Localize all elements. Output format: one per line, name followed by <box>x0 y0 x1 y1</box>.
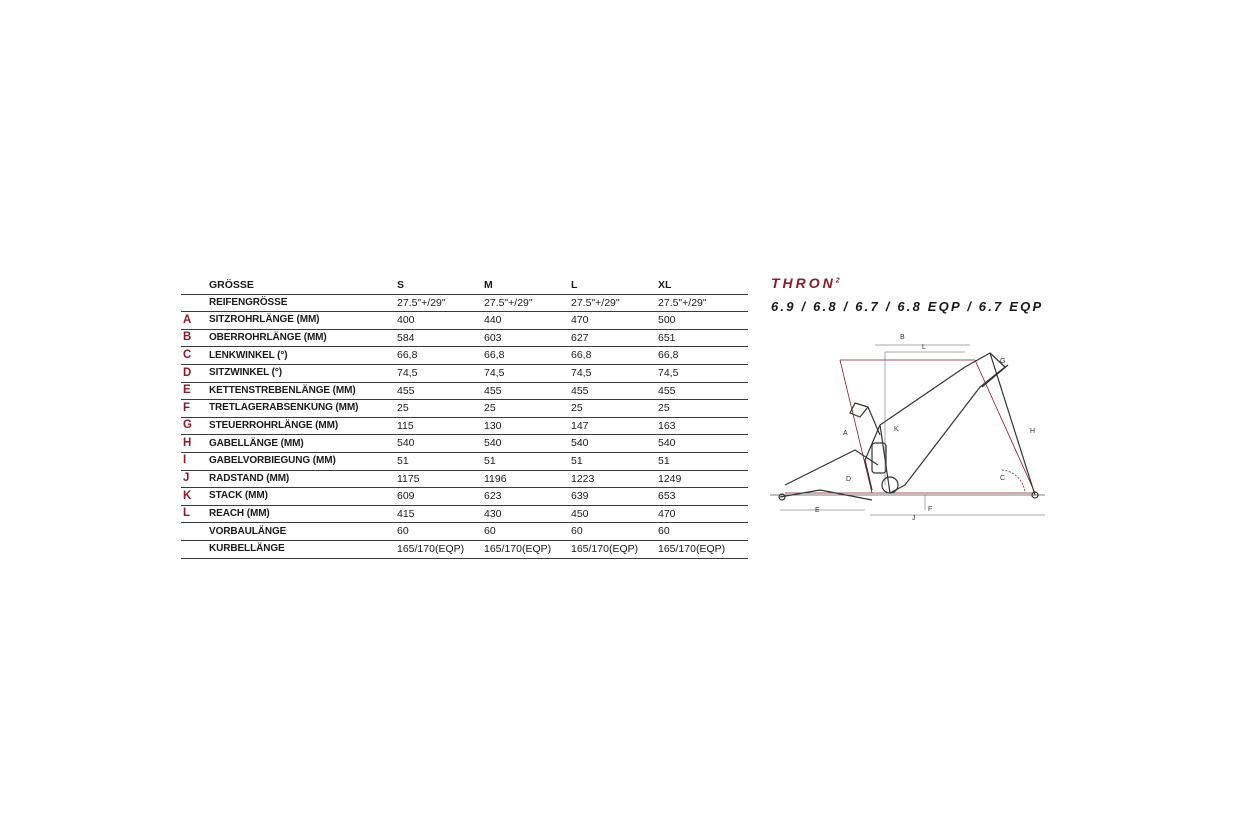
diagram-label-k: K <box>894 426 899 433</box>
row-letter: C <box>183 348 192 361</box>
row-value-m: 440 <box>484 314 502 327</box>
diagram-label-f: F <box>928 506 933 513</box>
header-size-label: GRÖSSE <box>209 279 254 292</box>
row-value-m: 165/170(EQP) <box>484 542 552 555</box>
row-value-s: 455 <box>397 384 415 397</box>
geometry-table-body <box>181 294 748 558</box>
header-size-xl: XL <box>658 279 672 292</box>
row-value-s: 74,5 <box>397 367 418 380</box>
row-value-l: 66,8 <box>571 349 592 362</box>
row-value-m: 60 <box>484 525 496 538</box>
row-value-l: 639 <box>571 490 589 503</box>
row-value-m: 455 <box>484 384 502 397</box>
table-row <box>181 435 748 453</box>
model-variants: 6.9 / 6.8 / 6.7 / 6.8 EQP / 6.7 EQP <box>771 299 1044 314</box>
row-value-l: 450 <box>571 507 589 520</box>
diagram-label-e: E <box>815 507 820 514</box>
row-value-xl: 165/170(EQP) <box>658 542 726 555</box>
row-value-xl: 455 <box>658 384 676 397</box>
row-letter: F <box>183 401 191 414</box>
row-value-m: 74,5 <box>484 367 505 380</box>
row-label: LENKWINKEL (°) <box>209 349 288 361</box>
row-label: TRETLAGERABSENKUNG (MM) <box>209 402 359 414</box>
diagram-label-j: J <box>912 515 916 522</box>
row-value-s: 25 <box>397 402 409 415</box>
bike-geometry-diagram <box>760 325 1060 530</box>
table-row <box>181 382 748 400</box>
row-value-xl: 540 <box>658 437 676 450</box>
row-label: REACH (MM) <box>209 508 270 520</box>
angle-c-arc <box>1002 470 1025 493</box>
row-value-m: 1196 <box>484 472 507 485</box>
row-value-s: 1175 <box>397 472 420 485</box>
row-value-s: 27.5"+/29" <box>397 296 446 309</box>
table-row <box>181 400 748 418</box>
table-row <box>181 523 748 541</box>
row-label: REIFENGRÖSSE <box>209 296 288 308</box>
row-value-m: 27.5"+/29" <box>484 296 533 309</box>
row-value-m: 430 <box>484 507 502 520</box>
table-row <box>181 417 748 435</box>
row-letter: H <box>183 436 192 449</box>
diagram-label-g: G <box>1000 358 1006 365</box>
row-value-l: 25 <box>571 402 583 415</box>
row-value-l: 147 <box>571 419 589 432</box>
diagram-label-l: L <box>922 344 926 351</box>
header-size-l: L <box>571 279 578 292</box>
row-label: STACK (MM) <box>209 490 268 502</box>
row-value-s: 584 <box>397 331 415 344</box>
row-value-xl: 25 <box>658 402 670 415</box>
line-h <box>975 360 1035 493</box>
row-value-xl: 60 <box>658 525 670 538</box>
row-letter: I <box>183 454 187 467</box>
table-row <box>181 470 748 488</box>
row-value-l: 60 <box>571 525 583 538</box>
row-label: SITZROHRLÄNGE (MM) <box>209 314 320 326</box>
row-letter: D <box>183 366 192 379</box>
row-label: VORBAULÄNGE <box>209 525 287 537</box>
row-value-l: 165/170(EQP) <box>571 542 639 555</box>
header-size-s: S <box>397 279 405 292</box>
row-label: KURBELLÄNGE <box>209 543 285 555</box>
row-value-s: 60 <box>397 525 409 538</box>
table-row <box>181 294 748 312</box>
seat-stay <box>785 450 878 485</box>
row-value-xl: 66,8 <box>658 349 679 362</box>
table-row <box>181 505 748 523</box>
row-value-s: 165/170(EQP) <box>397 542 465 555</box>
row-letter: K <box>183 489 192 502</box>
row-label: KETTENSTREBENLÄNGE (MM) <box>209 384 356 396</box>
row-letter <box>181 523 205 541</box>
row-letter: G <box>183 419 192 432</box>
row-letter: J <box>183 472 190 485</box>
model-name: THRON <box>771 275 836 291</box>
row-value-l: 74,5 <box>571 367 592 380</box>
row-value-s: 51 <box>397 454 409 467</box>
row-value-l: 540 <box>571 437 589 450</box>
row-letter <box>181 540 205 558</box>
diagram-label-a: A <box>843 430 848 437</box>
row-value-xl: 500 <box>658 314 676 327</box>
row-value-l: 1223 <box>571 472 595 485</box>
row-letter: L <box>183 507 191 520</box>
row-value-xl: 74,5 <box>658 367 679 380</box>
row-value-l: 455 <box>571 384 589 397</box>
diagram-label-c: C <box>1000 475 1006 482</box>
diagram-label-h: H <box>1030 428 1036 435</box>
table-row <box>181 540 748 558</box>
line-a <box>840 360 872 493</box>
row-label: OBERROHRLÄNGE (MM) <box>209 332 327 344</box>
row-value-s: 115 <box>397 419 414 432</box>
row-value-xl: 1249 <box>658 472 682 485</box>
table-row <box>181 329 748 347</box>
row-value-s: 415 <box>397 507 415 520</box>
table-row <box>181 488 748 506</box>
seatpost <box>868 407 880 435</box>
row-value-m: 540 <box>484 437 502 450</box>
model-name-superscript: 2 <box>835 277 840 285</box>
row-letter <box>181 294 205 312</box>
row-value-m: 25 <box>484 402 496 415</box>
diagram-label-b: B <box>900 334 905 341</box>
row-value-m: 66,8 <box>484 349 505 362</box>
row-value-xl: 470 <box>658 507 676 520</box>
model-title <box>771 275 840 291</box>
row-value-s: 400 <box>397 314 415 327</box>
row-value-xl: 163 <box>658 419 676 432</box>
row-value-xl: 651 <box>658 331 676 344</box>
geometry-lines <box>785 360 1035 493</box>
front-triangle <box>880 353 1005 493</box>
row-letter: A <box>183 313 192 326</box>
row-value-l: 627 <box>571 331 589 344</box>
header-size-m: M <box>484 279 493 292</box>
row-value-xl: 27.5"+/29" <box>658 296 707 309</box>
row-value-xl: 653 <box>658 490 676 503</box>
row-value-l: 51 <box>571 454 583 467</box>
row-value-m: 51 <box>484 454 496 467</box>
row-value-m: 623 <box>484 490 502 503</box>
row-value-m: 603 <box>484 331 502 344</box>
header-letter-blank <box>181 277 205 294</box>
table-row <box>181 452 748 470</box>
row-letter: E <box>183 384 191 397</box>
row-label: GABELVORBIEGUNG (MM) <box>209 455 336 467</box>
row-letter: B <box>183 331 192 344</box>
table-header-row <box>181 277 748 294</box>
row-label: RADSTAND (MM) <box>209 472 290 484</box>
diagram-label-d: D <box>846 476 852 483</box>
table-row <box>181 347 748 365</box>
row-label: SITZWINKEL (°) <box>209 367 282 379</box>
row-value-s: 66,8 <box>397 349 418 362</box>
table-row <box>181 364 748 382</box>
row-value-l: 27.5"+/29" <box>571 296 620 309</box>
row-value-s: 609 <box>397 490 415 503</box>
row-label: STEUERROHRLÄNGE (MM) <box>209 420 339 432</box>
row-value-xl: 51 <box>658 454 670 467</box>
geometry-table <box>181 277 748 559</box>
table-row <box>181 312 748 330</box>
row-value-l: 470 <box>571 314 589 327</box>
seatpost-clamp <box>850 403 868 417</box>
row-label: GABELLÄNGE (MM) <box>209 437 304 449</box>
row-value-s: 540 <box>397 437 415 450</box>
row-value-m: 130 <box>484 419 502 432</box>
